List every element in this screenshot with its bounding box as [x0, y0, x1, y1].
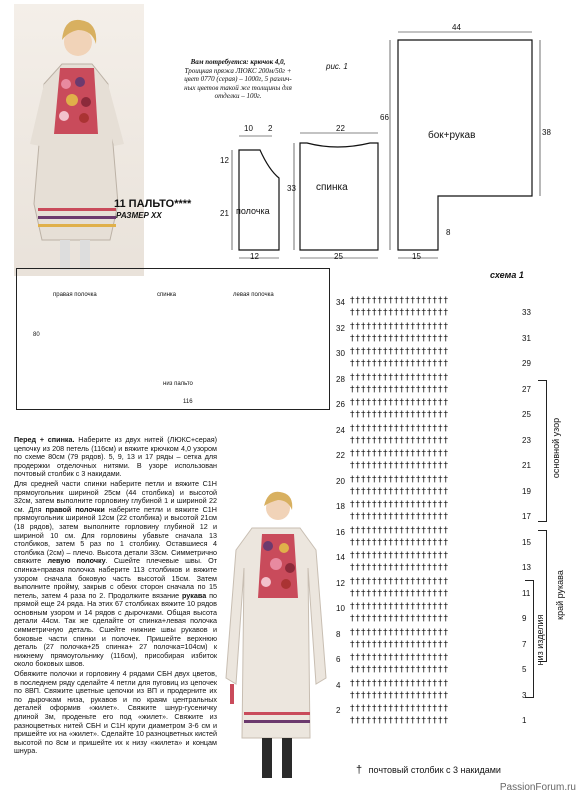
model-photo-bottom — [222, 488, 334, 784]
p2-bold-3: рукава — [182, 590, 207, 600]
polochka-left2-dim: 21 — [220, 209, 229, 218]
materials-line-3: цвет 0770 (серая) – 1000г, 5 различ- — [184, 75, 292, 84]
polochka-bottom-dim: 12 — [250, 252, 259, 261]
schema-row: †††††††††††††††††† — [350, 461, 449, 471]
schema-row-number-right: 11 — [522, 588, 531, 598]
polochka-top2-dim: 2 — [268, 124, 273, 133]
schema-row-number-left: 4 — [336, 680, 341, 690]
schema-row: †††††††††††††††††† — [350, 614, 449, 624]
schema-row-number-right: 15 — [522, 537, 531, 547]
schema-row-number-left: 2 — [336, 706, 341, 715]
instructions-text — [14, 436, 217, 757]
bok-top-dim: 44 — [452, 23, 461, 32]
item-size: РАЗМЕР XX — [116, 211, 162, 220]
schema-row: †††††††††††††††††† — [350, 384, 449, 395]
pattern-pieces — [212, 18, 582, 268]
diagram-side-dim: 80 — [33, 332, 40, 338]
schema-row: †††††††††††††††††† — [350, 665, 449, 675]
materials-line-1: Вам потребуется: крючок 4,0, — [190, 58, 286, 66]
model-photo-top-illustration — [14, 4, 144, 276]
schema-row-number-right: 7 — [522, 639, 527, 649]
schema-row-number-right: 13 — [522, 563, 531, 572]
bok-label: бок+рукав — [428, 130, 476, 141]
spinka-top-dim: 22 — [336, 124, 345, 133]
p1-heading: Перед + спинка. — [14, 435, 75, 444]
diagram-label-back: спинка — [157, 292, 177, 298]
polochka-label: полочка — [236, 206, 270, 216]
model-photo-bottom-illustration — [222, 488, 334, 784]
schema-row: †††††††††††††††††† — [350, 576, 449, 587]
schema-row: †††††††††††††††††† — [350, 551, 449, 561]
schema-row: †††††††††††††††††† — [350, 704, 449, 714]
schema-row-number-right: 29 — [522, 359, 531, 368]
schema-row-number-right: 21 — [522, 461, 531, 470]
legend — [356, 764, 501, 776]
p2-bold-1: правой полочки — [45, 504, 105, 514]
schema-row: †††††††††††††††††† — [350, 602, 449, 612]
schema-row: †††††††††††††††††† — [350, 308, 449, 318]
materials-line-4: ных цветов такой же толщины для — [184, 83, 292, 92]
bok-left-dim: 66 — [380, 113, 389, 122]
schema-row: †††††††††††††††††† — [350, 398, 449, 408]
diagram-label-left-front: левая полочка — [233, 292, 274, 298]
spinka-bottom-dim: 25 — [334, 252, 343, 261]
schema-row-number-left: 20 — [336, 476, 345, 486]
coat-bottom-diagram — [16, 268, 330, 410]
schema-row: †††††††††††††††††† — [350, 639, 449, 650]
schema-row: †††††††††††††††††† — [350, 512, 449, 522]
schema-row-number-right: 33 — [522, 308, 531, 317]
bok-shape — [398, 40, 532, 250]
bracket-main — [538, 380, 547, 522]
schema-row-number-right: 27 — [522, 384, 531, 394]
schema-row-number-right: 23 — [522, 435, 531, 445]
diagram-bottom-label: низ пальто — [163, 381, 193, 387]
p2-body-b: наберите петли и вяжите С1Н прямоугольник шириной 12см (22 столбика) и высотой 21см (18 рядов), затем выполните горловину глубиной 12 и шириной 10 см. Для горловины убавьте сначала 13 столбиков, затем 5 раз по 1 столбику. Оставшиеся 4 столбика (2см) – плечо. Высота детали 33см. Симметрично свяжите — [14, 504, 217, 566]
fig-label: рис. 1 — [326, 62, 348, 71]
schema-row: †††††††††††††††††† — [350, 627, 449, 638]
item-title-stars: **** — [174, 198, 192, 210]
item-title-name: 11 ПАЛЬТО — [114, 198, 175, 210]
schema-row-number-right: 25 — [522, 410, 531, 419]
schema-row-number-right: 17 — [522, 512, 531, 521]
schema-row: †††††††††††††††††† — [350, 537, 449, 548]
schema-row: †††††††††††††††††† — [350, 410, 449, 420]
schema-row-number-left: 24 — [336, 425, 345, 435]
label-item-bottom: низ изделия — [535, 614, 545, 666]
schema-row: †††††††††††††††††† — [350, 449, 449, 459]
schema-row: †††††††††††††††††† — [350, 423, 449, 434]
schema-row-number-left: 34 — [336, 298, 345, 307]
schema-row: †††††††††††††††††† — [350, 474, 449, 485]
schema-row-number-left: 10 — [336, 604, 345, 613]
schema-row-number-right: 19 — [522, 486, 531, 496]
spinka-shape — [300, 143, 378, 250]
schema-row-number-left: 30 — [336, 349, 345, 358]
bok-bottom-dim: 15 — [412, 252, 421, 261]
schema-row: †††††††††††††††††† — [350, 347, 449, 357]
diagram-bottom-dim: 116 — [183, 399, 193, 405]
polochka-left1-dim: 12 — [220, 156, 229, 165]
spinka-left-dim: 33 — [287, 184, 296, 193]
item-title — [114, 198, 191, 210]
schema-row-number-left: 32 — [336, 323, 345, 333]
schema-row-number-left: 28 — [336, 374, 345, 384]
p2-body-a: Для средней части спинки наберите петли и вяжите С1Н прямоугольник шириной 25см (44 столбика) и высотой 32см, затем выполните горловину глубиной 1 и шириной 22 см. Для — [14, 478, 217, 514]
schema-row: †††††††††††††††††† — [350, 372, 449, 383]
schema-row-number-left: 26 — [336, 400, 345, 409]
schema-row: †††††††††††††††††† — [350, 563, 449, 573]
spinka-label: спинка — [316, 182, 348, 193]
instructions-p1 — [14, 436, 217, 479]
p1-body: Наберите из двух нитей (ЛЮКС+серая) цепочку из 208 петель (116см) и вяжите крючком 4,0 узором по схеме 80см (79 рядов). 5, 9, 13 и 17 ряды – сетка для продержки отделочных нитями. В узоре использован почтовый столбик с 3 накидами. — [14, 435, 217, 479]
schema-row-number-right: 31 — [522, 333, 531, 343]
model-photo-top — [14, 4, 144, 276]
schema-row-number-left: 14 — [336, 553, 345, 562]
p2-body-c: . Сшейте плечевые швы. От спинка+правая полочка наберите 113 столбиков и вяжите узором сначала боковую часть высотой 15см. Затем выполните пройму, закрыв с обеих сторон сначала по 15 петель, затем 4 раза по 2. Продолжите вязание — [14, 556, 217, 600]
schema-row: †††††††††††††††††† — [350, 359, 449, 369]
schema-row: †††††††††††††††††† — [350, 525, 449, 536]
schema-row: †††††††††††††††††† — [350, 653, 449, 663]
schema-row: †††††††††††††††††† — [350, 321, 449, 332]
bracket-bottom — [525, 580, 534, 698]
schema-row-number-right: 1 — [522, 716, 527, 725]
polochka-top-dim: 10 — [244, 124, 253, 133]
schema-row-number-right: 5 — [522, 665, 527, 674]
watermark: PassionForum.ru — [499, 782, 576, 793]
label-sleeve-edge: край рукава — [555, 570, 565, 620]
schema-row-number-right: 9 — [522, 614, 527, 623]
schema-row: †††††††††††††††††† — [350, 435, 449, 446]
label-main-pattern: основной узор — [551, 417, 561, 479]
schema-title: схема 1 — [490, 270, 524, 280]
schema-row: †††††††††††††††††† — [350, 716, 449, 726]
diagram-label-right-front: правая полочка — [53, 292, 97, 298]
p2-body-d: по прямой еще 24 ряда. На этих 67 столбиках вяжите 10 рядов основным узором и 14 рядов с дырочками. Общая высота детали 44см. Так же сделайте от спинка+левая полочка симметричную деталь. Сшейте нижние швы рукавов и боковые части спинки и полочек. Пришейте верхнюю деталь (27 полочка+25 спинка+ 27 полочка=104см) к нижнему прямоугольнику (116см), присобирая избиток около боковых швов. — [14, 590, 217, 669]
bok-right-dim: 38 — [542, 128, 551, 137]
materials-line-2: Троицкая пряжа ЛЮКС 200м/50г + — [184, 66, 292, 75]
schema-row-number-left: 22 — [336, 451, 345, 460]
schema-row: †††††††††††††††††† — [350, 690, 449, 701]
schema-row: †††††††††††††††††† — [350, 500, 449, 510]
instructions-p2 — [14, 480, 217, 669]
schema-row-number-left: 6 — [336, 655, 341, 664]
polochka-shape — [239, 150, 279, 250]
schema-row-number-left: 8 — [336, 629, 341, 639]
legend-text: почтовый столбик с 3 накидами — [368, 765, 501, 775]
schema-row: †††††††††††††††††† — [350, 486, 449, 497]
schema-row-number-left: 12 — [336, 578, 345, 588]
schema-row-number-left: 18 — [336, 502, 345, 511]
schema-row: †††††††††††††††††† — [350, 333, 449, 344]
materials-line-5: отделки – 100г. — [214, 92, 262, 101]
p2-bold-2: левую полочку — [47, 556, 106, 566]
bok-small-dim: 8 — [446, 228, 451, 237]
schema-row-number-left: 16 — [336, 527, 345, 537]
legend-symbol: † — [356, 764, 363, 776]
schema-row: †††††††††††††††††† — [350, 588, 449, 599]
schema-row: †††††††††††††††††† — [350, 296, 449, 306]
schema-row: †††††††††††††††††† — [350, 678, 449, 689]
schema-row-number-right: 3 — [522, 690, 527, 700]
instructions-p3: Обвяжите полочки и горловину 4 рядами СБН двух цветов, в последнем ряду сделайте 4 петли для пуговиц из цепочек по 8ВП. Свяжите цветные цепочки из ВП и продерните их по дырочкам низа, рукавов и по краям центральных деталей оформив «жилет». Свяжите шнур-гусеничку длиной 3м, проденьте его под «жилет». Свяжите из разноцветных нитей СБН и С1Н круги диаметром 3-6 см и пришейте их на «жилет». Сделайте 10 разноцветных кистей высотой по 8см и пришейте их к низу «жилета» и концам шнура. — [14, 669, 217, 756]
